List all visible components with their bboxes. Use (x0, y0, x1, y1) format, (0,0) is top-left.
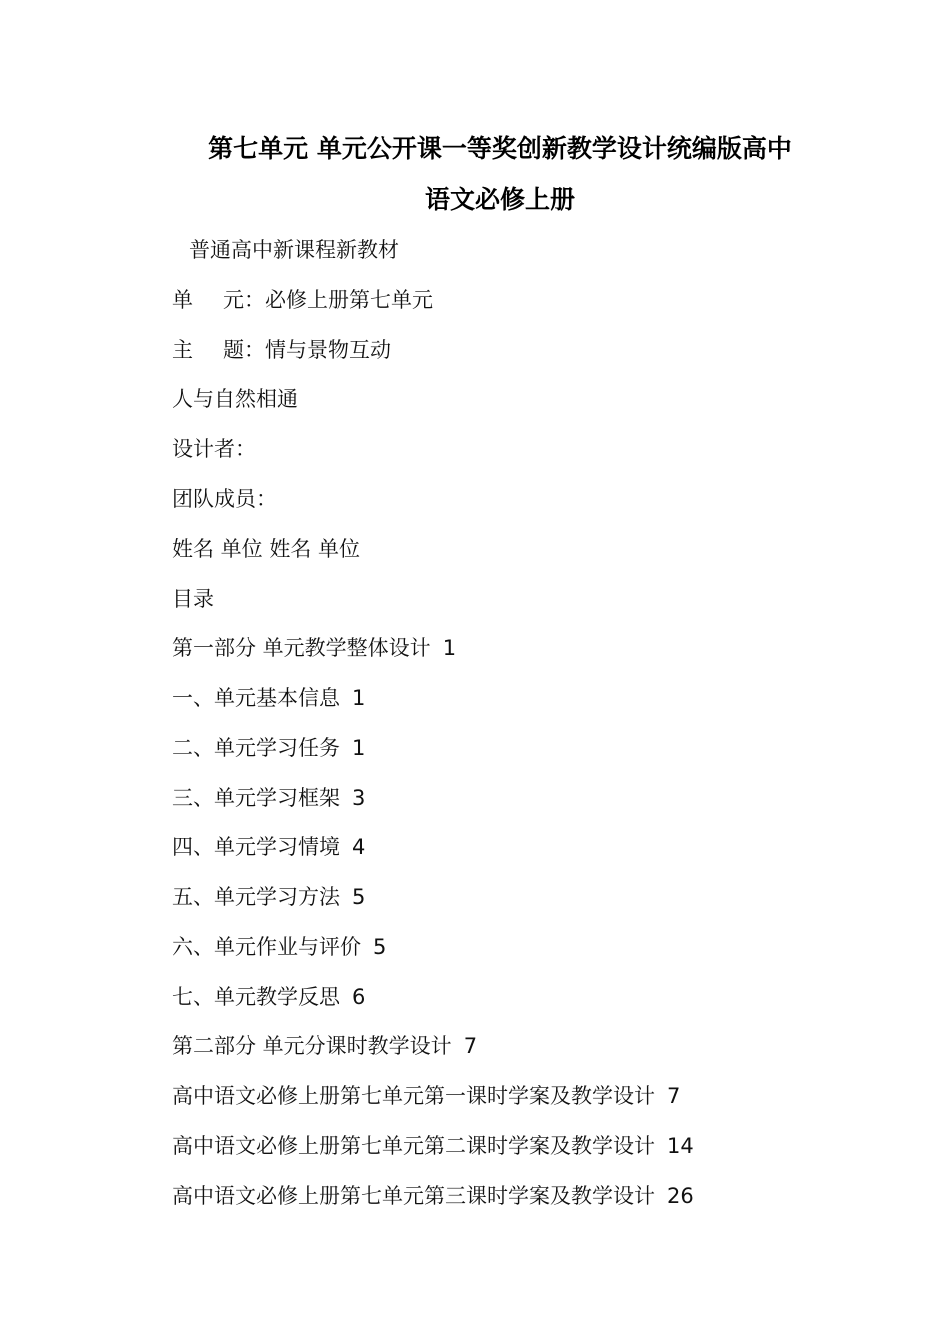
toc-item (172, 983, 365, 1011)
toc-item (172, 1082, 680, 1110)
toc-item-page: 1 (442, 636, 457, 660)
toc-item (172, 933, 386, 961)
toc-item (172, 734, 365, 762)
toc-item-page: 3 (352, 786, 366, 810)
toc-item-page: 5 (373, 935, 387, 959)
document-title-line-2: 语文必修上册 (424, 185, 575, 214)
toc-heading: 目录 (172, 587, 214, 611)
toc-item-text: 六、单元作业与评价 (172, 935, 361, 959)
theme-label-first: 主 (172, 338, 193, 362)
toc-item-text: 第二部分 单元分课时教学设计 (172, 1034, 452, 1058)
toc-item-text: 高中语文必修上册第七单元第一课时学案及教学设计 (172, 1084, 655, 1108)
toc-item (172, 833, 365, 861)
toc-item (172, 1182, 694, 1210)
toc-item-page: 7 (463, 1034, 478, 1058)
toc-item-text: 五、单元学习方法 (172, 885, 340, 909)
toc-item-page: 6 (352, 985, 366, 1009)
team-label: 团队成员： (172, 487, 277, 511)
toc-item-text: 一、单元基本信息 (172, 686, 340, 710)
toc-item-page: 1 (352, 736, 366, 760)
toc-item (172, 883, 365, 911)
toc-item-page: 14 (667, 1134, 694, 1158)
designer-label: 设计者： (172, 437, 256, 461)
unit-label-second: 元： (223, 288, 265, 312)
toc-item (172, 684, 365, 712)
toc-item-page: 7 (667, 1084, 681, 1108)
toc-item-text: 高中语文必修上册第七单元第二课时学案及教学设计 (172, 1134, 655, 1158)
toc-item-text: 三、单元学习框架 (172, 786, 340, 810)
team-table-header: 姓名 单位 姓名 单位 (172, 537, 361, 561)
toc-item-text: 四、单元学习情境 (172, 835, 340, 859)
unit-label-first: 单 (172, 288, 193, 312)
toc-item-text: 七、单元教学反思 (172, 985, 340, 1009)
unit-row (172, 286, 433, 314)
toc-item-text: 二、单元学习任务 (172, 736, 340, 760)
theme-continuation: 人与自然相通 (172, 387, 298, 411)
theme-label-second: 题： (223, 338, 265, 362)
unit-value: 必修上册第七单元 (265, 288, 433, 312)
toc-item-text: 高中语文必修上册第七单元第三课时学案及教学设计 (172, 1184, 655, 1208)
toc-item-page: 1 (352, 686, 366, 710)
toc-item-page: 26 (667, 1184, 694, 1208)
toc-item-page: 4 (352, 835, 366, 859)
document-title-line-1: 第七单元 单元公开课一等奖创新教学设计统编版高中 (208, 134, 792, 163)
toc-item (172, 1132, 694, 1160)
toc-item-page: 5 (352, 885, 366, 909)
theme-value: 情与景物互动 (265, 338, 391, 362)
subtitle: 普通高中新课程新教材 (189, 238, 399, 262)
toc-item-text: 第一部分 单元教学整体设计 (172, 636, 431, 660)
toc-item (172, 1032, 477, 1060)
toc-item (172, 634, 456, 662)
theme-row (172, 336, 391, 364)
toc-item (172, 784, 365, 812)
